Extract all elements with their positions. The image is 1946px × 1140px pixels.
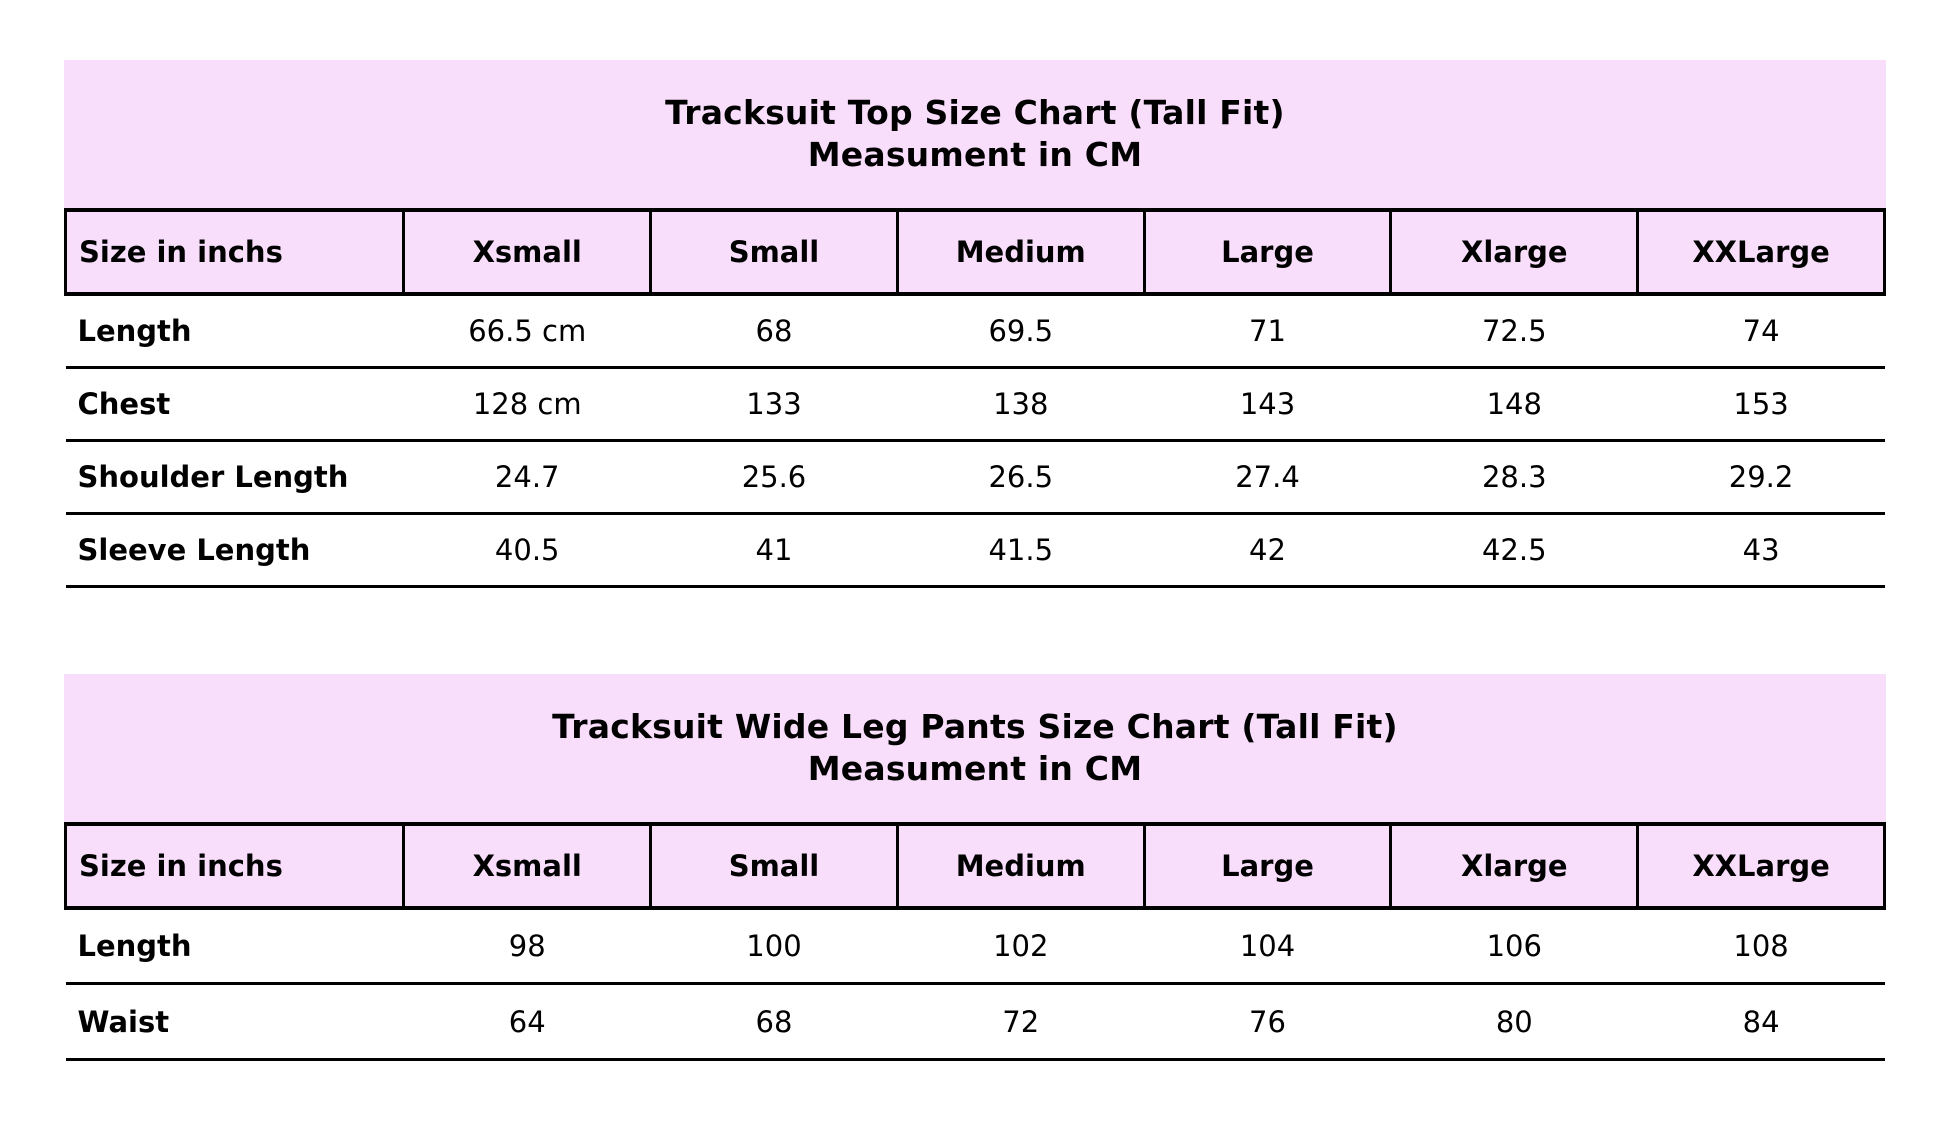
size-value: 68 [651,294,898,367]
size-value: 66.5 cm [404,294,651,367]
size-value: 74 [1638,294,1885,367]
size-value: 68 [651,984,898,1060]
table-header [66,824,1885,908]
column-header: Xsmall [404,210,651,294]
size-value: 100 [651,908,898,984]
size-value: 133 [651,367,898,440]
size-value: 102 [897,908,1144,984]
size-value: 153 [1638,367,1885,440]
table-row [66,367,1885,440]
chart-title: Tracksuit Top Size Chart (Tall Fit) [665,93,1285,132]
size-value: 106 [1391,908,1638,984]
size-value: 29.2 [1638,440,1885,513]
table-header [66,210,1885,294]
column-header: Large [1144,210,1391,294]
size-value: 64 [404,984,651,1060]
size-value: 104 [1144,908,1391,984]
chart-subtitle: Measument in CM [807,748,1143,788]
size-label-header: Size in inchs [66,210,404,294]
table-row [66,908,1885,984]
size-value: 42.5 [1391,513,1638,586]
pants-chart-title-block [64,674,1886,822]
size-label-header: Size in inchs [66,824,404,908]
table-body [66,294,1885,586]
size-value: 24.7 [404,440,651,513]
size-value: 25.6 [651,440,898,513]
size-value: 41.5 [897,513,1144,586]
column-header: Xlarge [1391,824,1638,908]
table-row [66,294,1885,367]
size-value: 27.4 [1144,440,1391,513]
size-value: 40.5 [404,513,651,586]
row-label: Chest [66,367,404,440]
size-value: 98 [404,908,651,984]
column-header: Small [651,824,898,908]
column-header: Xlarge [1391,210,1638,294]
top-chart-title-block [64,60,1886,208]
size-value: 148 [1391,367,1638,440]
size-value: 26.5 [897,440,1144,513]
top-size-table [64,208,1886,588]
column-header: XXLarge [1638,824,1885,908]
pants-size-table [64,822,1886,1062]
column-header: Xsmall [404,824,651,908]
size-value: 72 [897,984,1144,1060]
size-value: 84 [1638,984,1885,1060]
column-header: XXLarge [1638,210,1885,294]
table-row [66,984,1885,1060]
size-value: 76 [1144,984,1391,1060]
size-value: 128 cm [404,367,651,440]
row-label: Shoulder Length [66,440,404,513]
header-row [66,210,1885,294]
top-size-chart-section [64,60,1886,588]
column-header: Large [1144,824,1391,908]
row-label: Sleeve Length [66,513,404,586]
size-value: 71 [1144,294,1391,367]
size-value: 43 [1638,513,1885,586]
row-label: Waist [66,984,404,1060]
table-row [66,513,1885,586]
size-value: 108 [1638,908,1885,984]
size-value: 138 [897,367,1144,440]
chart-title: Tracksuit Wide Leg Pants Size Chart (Tall Fit) [552,706,1398,746]
size-value: 42 [1144,513,1391,586]
row-label: Length [66,908,404,984]
column-header: Small [651,210,898,294]
table-row [66,440,1885,513]
column-header: Medium [897,210,1144,294]
size-value: 143 [1144,367,1391,440]
chart-subtitle: Measument in CM [807,135,1143,174]
header-row [66,824,1885,908]
size-value: 41 [651,513,898,586]
size-value: 72.5 [1391,294,1638,367]
row-label: Length [66,294,404,367]
pants-size-chart-section [64,674,1886,1062]
size-value: 80 [1391,984,1638,1060]
size-value: 69.5 [897,294,1144,367]
column-header: Medium [897,824,1144,908]
table-body [66,908,1885,1060]
size-value: 28.3 [1391,440,1638,513]
